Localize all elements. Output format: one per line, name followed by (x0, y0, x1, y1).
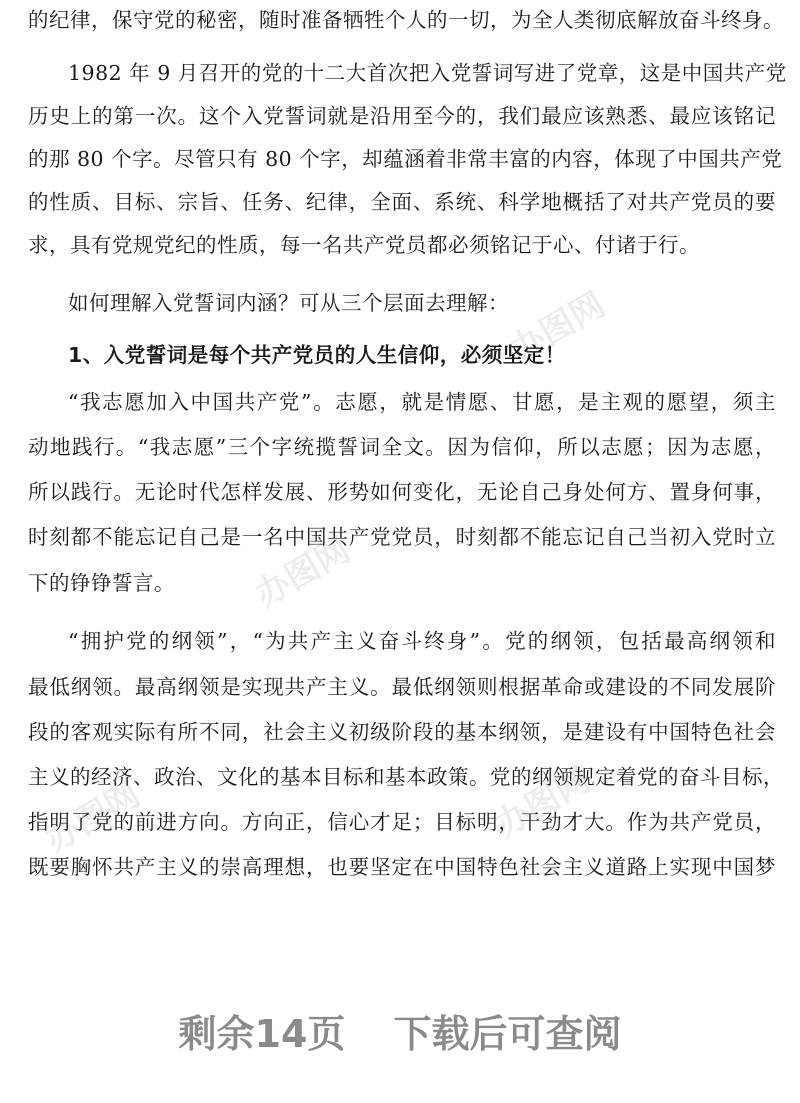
section-heading: 1、入党誓词是每个共产党员的人生信仰，必须坚定！ (68, 343, 566, 367)
text-line: 主义的经济、政治、文化的基本目标和基本政策。党的纲领规定着党的奋斗目标， (28, 765, 784, 789)
text-line: 既要胸怀共产主义的崇高理想，也要坚定在中国特色社会主义道路上实现中国梦 (28, 855, 776, 879)
text-line: 的纪律，保守党的秘密，随时准备牺牲个人的一切，为全人类彻底解放奋斗终身。 (28, 8, 784, 32)
download-notice[interactable] (0, 1000, 800, 1060)
watermark: 办图网 (503, 284, 612, 371)
text-line: 如何理解入党誓词内涵？可从三个层面去理解： (68, 291, 509, 315)
text-line: 最低纲领。最高纲领是实现共产主义。最低纲领则根据革命或建设的不同发展阶 (28, 675, 776, 699)
remaining-pages-label: 剩余14页 (178, 1011, 346, 1056)
text-line: “拥护党的纲领”，“为共产主义奋斗终身”。党的纲领，包括最高纲领和 (68, 629, 776, 653)
watermark: 办图网 (248, 529, 357, 616)
watermark: 办图网 (488, 759, 597, 846)
download-prompt-label: 下载后可查阅 (393, 1011, 622, 1056)
text-line: 段的客观实际有所不同，社会主义初级阶段的基本纲领，是建设有中国特色社会 (28, 720, 776, 744)
text-line: 所以践行。无论时代怎样发展、形势如何变化，无论自己身处何方、置身何事， (28, 480, 776, 504)
text-line: 的那 80 个字。尽管只有 80 个字，却蕴涵着非常丰富的内容，体现了中国共产党 (28, 147, 783, 171)
text-line: 求，具有党规党纪的性质，每一名共产党员都必须铭记于心、付诸于行。 (28, 233, 700, 257)
text-line: 指明了党的前进方向。方向正，信心才足；目标明，干劲才大。作为共产党员， (28, 810, 776, 834)
text-line: 下的铮铮誓言。 (28, 571, 175, 595)
text-line: 历史上的第一次。这个入党誓词就是沿用至今的，我们最应该熟悉、最应该铭记 (28, 104, 776, 128)
text-line: 1982 年 9 月召开的党的十二大首次把入党誓词写进了党章，这是中国共产党 (68, 61, 787, 85)
text-line: 动地践行。“我志愿”三个字统揽誓词全文。因为信仰，所以志愿；因为志愿， (28, 435, 776, 459)
watermark: 办图网 (38, 774, 147, 861)
text-line: 的性质、目标、宗旨、任务、纪律，全面、系统、科学地概括了对共产党员的要 (28, 190, 776, 214)
text-line: “我志愿加入中国共产党”。志愿，就是情愿、甘愿，是主观的愿望，须主 (68, 390, 776, 414)
text-line: 时刻都不能忘记自己是一名中国共产党党员，时刻都不能忘记自己当初入党时立 (28, 525, 776, 549)
